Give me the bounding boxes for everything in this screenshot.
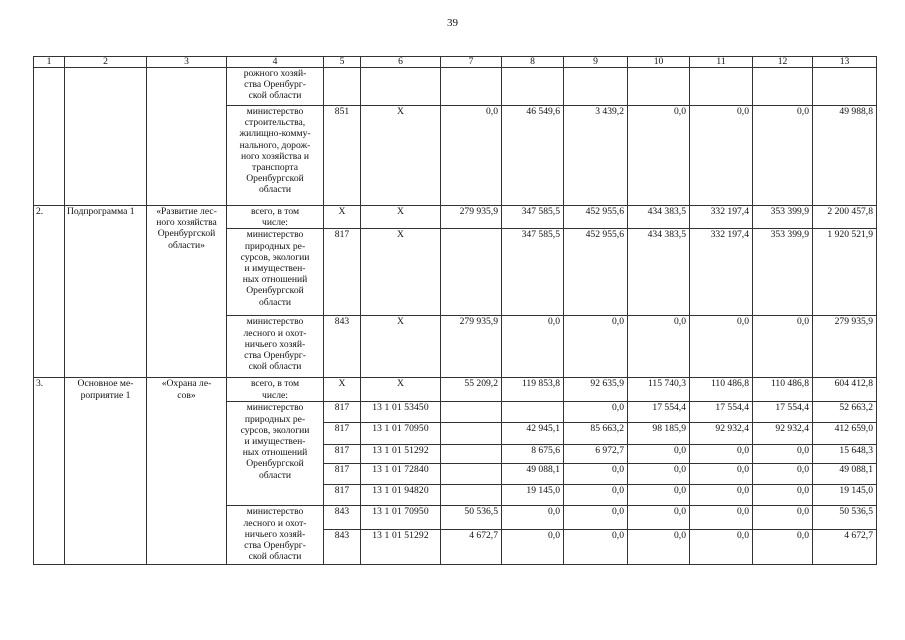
value-cell: 49 088,1 xyxy=(502,464,564,485)
value-cell: 92 932,4 xyxy=(753,423,813,445)
value-cell: 0,0 xyxy=(753,485,813,506)
value-cell: 0,0 xyxy=(628,464,690,485)
value-cell: 353 399,9 xyxy=(753,229,813,316)
value-cell: 0,0 xyxy=(628,445,690,464)
program-name: Основное ме- роприятие 1 xyxy=(65,378,147,565)
row-number: 3. xyxy=(34,378,65,565)
value-cell: 434 383,5 xyxy=(628,229,690,316)
column-header: 9 xyxy=(564,57,628,68)
value-cell: 92 635,9 xyxy=(564,378,628,402)
value-cell: 279 935,9 xyxy=(441,316,502,378)
value-cell: 0,0 xyxy=(564,464,628,485)
value-cell: 0,0 xyxy=(502,506,564,530)
value-cell: 0,0 xyxy=(628,530,690,565)
value-cell: 0,0 xyxy=(690,445,753,464)
code-cell: 13 1 01 70950 xyxy=(361,506,441,530)
value-cell: 85 663,2 xyxy=(564,423,628,445)
code-cell: Х xyxy=(361,206,441,229)
value-cell: 0,0 xyxy=(753,464,813,485)
executor-cell: министерство строительства, жилищно-комму- нального, дорож- ного хозяйства и транспорта Оренбургской области xyxy=(227,106,324,206)
value-cell: 1 920 521,9 xyxy=(813,229,877,316)
executor-cell: рожного хозяй- ства Оренбург- ской области xyxy=(227,68,324,106)
column-header: 11 xyxy=(690,57,753,68)
value-cell: 6 972,7 xyxy=(564,445,628,464)
value-cell: 0,0 xyxy=(690,530,753,565)
value-cell: 0,0 xyxy=(690,485,753,506)
value-cell: 604 412,8 xyxy=(813,378,877,402)
value-cell: 0,0 xyxy=(441,106,502,206)
value-cell: 110 486,8 xyxy=(753,378,813,402)
value-cell xyxy=(441,445,502,464)
value-cell: 0,0 xyxy=(628,485,690,506)
column-header: 3 xyxy=(147,57,227,68)
value-cell xyxy=(441,423,502,445)
value-cell: 46 549,6 xyxy=(502,106,564,206)
value-cell: 452 955,6 xyxy=(564,229,628,316)
value-cell: 115 740,3 xyxy=(628,378,690,402)
value-cell: 353 399,9 xyxy=(753,206,813,229)
value-cell: 0,0 xyxy=(690,506,753,530)
value-cell: 0,0 xyxy=(753,530,813,565)
value-cell: 279 935,9 xyxy=(813,316,877,378)
code-cell: Х xyxy=(361,106,441,206)
value-cell: 0,0 xyxy=(690,106,753,206)
value-cell: 412 659,0 xyxy=(813,423,877,445)
column-header: 7 xyxy=(441,57,502,68)
value-cell: 347 585,5 xyxy=(502,229,564,316)
value-cell: 17 554,4 xyxy=(628,402,690,423)
column-header: 4 xyxy=(227,57,324,68)
table-row xyxy=(34,68,877,106)
grbs-cell: Х xyxy=(324,206,361,229)
grbs-cell: 817 xyxy=(324,229,361,316)
executor-cell: министерство природных ре- сурсов, экологии и имуществен- ных отношений Оренбургской области xyxy=(227,229,324,316)
row-number: 2. xyxy=(34,206,65,378)
page-number: 39 xyxy=(447,17,458,29)
value-cell: 49 988,8 xyxy=(813,106,877,206)
executor-cell: всего, в том числе: xyxy=(227,206,324,229)
column-header: 10 xyxy=(628,57,690,68)
code-cell: 13 1 01 53450 xyxy=(361,402,441,423)
code-cell: 13 1 01 51292 xyxy=(361,530,441,565)
code-cell: 13 1 01 72840 xyxy=(361,464,441,485)
column-header: 5 xyxy=(324,57,361,68)
code-cell: 13 1 01 70950 xyxy=(361,423,441,445)
code-cell: 13 1 01 94820 xyxy=(361,485,441,506)
value-cell: 50 536,5 xyxy=(813,506,877,530)
value-cell xyxy=(441,485,502,506)
value-cell: 0,0 xyxy=(753,106,813,206)
value-cell: 3 439,2 xyxy=(564,106,628,206)
column-header: 6 xyxy=(361,57,441,68)
code-cell: Х xyxy=(361,316,441,378)
grbs-cell: 843 xyxy=(324,506,361,530)
value-cell: 0,0 xyxy=(502,316,564,378)
value-cell xyxy=(441,229,502,316)
value-cell: 0,0 xyxy=(753,506,813,530)
value-cell: 119 853,8 xyxy=(502,378,564,402)
value-cell: 8 675,6 xyxy=(502,445,564,464)
executor-cell: министерство лесного и охот- ничьего хозяй- ства Оренбург- ской области xyxy=(227,316,324,378)
value-cell xyxy=(502,402,564,423)
grbs-cell: 817 xyxy=(324,402,361,423)
value-cell: 0,0 xyxy=(628,316,690,378)
column-number-row xyxy=(34,57,877,68)
program-title: «Развитие лес- ного хозяйства Оренбургской области» xyxy=(147,206,227,378)
value-cell: 2 200 457,8 xyxy=(813,206,877,229)
column-header: 1 xyxy=(34,57,65,68)
grbs-cell: 843 xyxy=(324,530,361,565)
table-row xyxy=(34,378,877,402)
value-cell: 332 197,4 xyxy=(690,206,753,229)
value-cell: 4 672,7 xyxy=(441,530,502,565)
value-cell: 15 648,3 xyxy=(813,445,877,464)
executor-cell: всего, в том числе: xyxy=(227,378,324,402)
value-cell: 0,0 xyxy=(628,506,690,530)
value-cell: 19 145,0 xyxy=(813,485,877,506)
value-cell: 0,0 xyxy=(753,316,813,378)
value-cell: 4 672,7 xyxy=(813,530,877,565)
code-cell: Х xyxy=(361,229,441,316)
code-cell: 13 1 01 51292 xyxy=(361,445,441,464)
grbs-cell: 817 xyxy=(324,485,361,506)
value-cell: 279 935,9 xyxy=(441,206,502,229)
value-cell: 50 536,5 xyxy=(441,506,502,530)
grbs-cell: 851 xyxy=(324,106,361,206)
value-cell xyxy=(441,402,502,423)
value-cell: 17 554,4 xyxy=(753,402,813,423)
code-cell: Х xyxy=(361,378,441,402)
value-cell xyxy=(441,464,502,485)
grbs-cell: 843 xyxy=(324,316,361,378)
program-title: «Охрана ле- сов» xyxy=(147,378,227,565)
budget-table xyxy=(33,56,877,565)
value-cell: 332 197,4 xyxy=(690,229,753,316)
value-cell: 0,0 xyxy=(690,464,753,485)
grbs-cell: 817 xyxy=(324,445,361,464)
value-cell: 110 486,8 xyxy=(690,378,753,402)
value-cell: 49 088,1 xyxy=(813,464,877,485)
column-header: 8 xyxy=(502,57,564,68)
value-cell: 0,0 xyxy=(564,530,628,565)
value-cell: 0,0 xyxy=(753,445,813,464)
value-cell: 434 383,5 xyxy=(628,206,690,229)
value-cell: 347 585,5 xyxy=(502,206,564,229)
value-cell: 98 185,9 xyxy=(628,423,690,445)
value-cell: 42 945,1 xyxy=(502,423,564,445)
value-cell: 92 932,4 xyxy=(690,423,753,445)
value-cell: 0,0 xyxy=(628,106,690,206)
column-header: 2 xyxy=(65,57,147,68)
value-cell: 55 209,2 xyxy=(441,378,502,402)
program-name: Подпрограмма 1 xyxy=(65,206,147,378)
value-cell: 0,0 xyxy=(690,316,753,378)
value-cell: 452 955,6 xyxy=(564,206,628,229)
value-cell: 19 145,0 xyxy=(502,485,564,506)
column-header: 12 xyxy=(753,57,813,68)
value-cell: 0,0 xyxy=(564,402,628,423)
value-cell: 52 663,2 xyxy=(813,402,877,423)
grbs-cell: Х xyxy=(324,378,361,402)
value-cell: 0,0 xyxy=(564,485,628,506)
grbs-cell: 817 xyxy=(324,423,361,445)
value-cell: 0,0 xyxy=(502,530,564,565)
table-row xyxy=(34,206,877,229)
value-cell: 0,0 xyxy=(564,506,628,530)
value-cell: 0,0 xyxy=(564,316,628,378)
grbs-cell: 817 xyxy=(324,464,361,485)
executor-cell: министерство лесного и охот- ничьего хозяй- ства Оренбург- ской области xyxy=(227,506,324,565)
column-header: 13 xyxy=(813,57,877,68)
value-cell: 17 554,4 xyxy=(690,402,753,423)
executor-cell: министерство природных ре- сурсов, экологии и имуществен- ных отношений Оренбургской области xyxy=(227,402,324,506)
